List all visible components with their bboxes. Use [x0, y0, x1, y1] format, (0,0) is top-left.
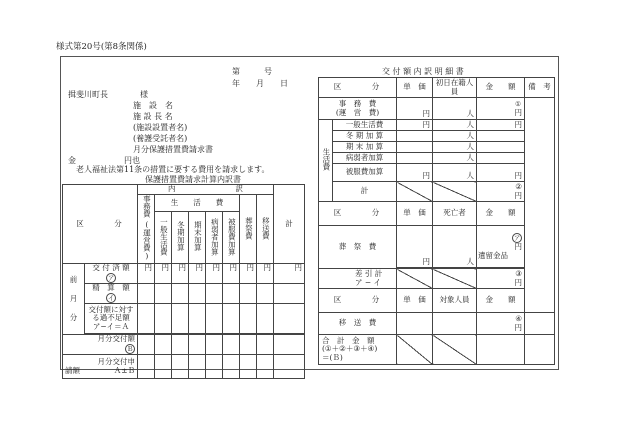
- cell-yen: 円: [240, 264, 257, 284]
- cell-yen: 円: [138, 264, 155, 284]
- subcol-winter: 冬期加算: [172, 212, 189, 264]
- r-remarks-header: 備 考: [525, 78, 555, 98]
- r-subtotal: 計: [333, 182, 397, 202]
- r-target-header: 対象人員: [433, 289, 477, 313]
- r-jimuhi: 事 務 費 (運 営 費): [319, 98, 397, 120]
- r-kubun2-header: 区 分: [319, 202, 397, 226]
- r-cell-mark-2: ② 円: [477, 182, 525, 202]
- sousaihi-header: 葬祭費: [240, 195, 257, 264]
- r-cell-mark-3: ③ 円: [477, 269, 525, 289]
- total-header: 計: [274, 185, 305, 264]
- r-item-clothing: 被服費加算: [333, 164, 397, 182]
- r-seikatsuhi-side: 生活費: [319, 120, 333, 202]
- seikatsuhi-header: 生 活 費: [155, 195, 240, 212]
- r-net-total: 差 引 計 ア − イ: [319, 269, 397, 289]
- cell-yen: 円: [155, 264, 172, 284]
- r-kubun-header: 区 分: [319, 78, 397, 98]
- subcol-general: 一般生活費: [155, 212, 172, 264]
- previous-month-side: 前 月 分: [63, 264, 85, 335]
- facility-head-label: 施 設 長 名: [133, 112, 173, 121]
- row-monthly-grant: 月分交付額 Ｂ: [63, 335, 138, 355]
- isouhi-header: 移送費: [257, 195, 274, 264]
- cell-yen: 円: [172, 264, 189, 284]
- r-unit-price-header: 単 価: [397, 78, 433, 98]
- cell-yen: 円: [223, 264, 240, 284]
- left-table-title: 保護措置費請求計算内訳書: [145, 175, 241, 184]
- row-paid: 交 付 済 額 ア: [85, 264, 138, 284]
- facility-name-label: 施 設 名: [133, 101, 173, 110]
- r-item-sick: 病弱者加算: [333, 153, 397, 164]
- right-table-title: 交 付 額 内 訳 明 細 書: [382, 67, 464, 76]
- r-item-winter: 冬 期 加 算: [333, 131, 397, 142]
- subcol-clothing: 被服費加算: [223, 212, 240, 264]
- kubun-header: 区 分: [63, 185, 138, 264]
- cell-yen: 円: [189, 264, 206, 284]
- subcol-term-end: 期末加算: [189, 212, 206, 264]
- form-code: 様式第20号(第8条関係): [56, 42, 147, 52]
- jimuhi-header: 事務費(運営費): [138, 195, 155, 264]
- r-headcount-header: 初日在籍人 員: [433, 78, 477, 98]
- r-grand-total: 合 計 金 額 (①＋②＋③＋④) ＝(Ｂ): [319, 335, 397, 365]
- cell-yen: 円: [206, 264, 223, 284]
- request-title: 月分保護措置費請求書: [133, 145, 213, 154]
- r-item-term-end: 期 末 加 算: [333, 142, 397, 153]
- row-monthly-request: 月分交付申 請額 Ａ±Ｂ: [63, 355, 138, 379]
- r-item-general: 一般生活費: [333, 120, 397, 131]
- r-cell-mark-4: ④ 円: [477, 313, 525, 335]
- r-transport: 移 送 費: [319, 313, 397, 335]
- row-difference: 交付額に対する過不足額 ア−イ＝Ａ: [85, 304, 138, 334]
- row-settled: 精 算 額 イ: [85, 284, 138, 304]
- r-funeral: 葬 祭 費: [319, 226, 397, 269]
- detail-table: 区 分 単 価 初日在籍人 員 金 額 備 考 事 務 費 (運 営 費) 円 人 ① 円 生活費 一般生活費 円 人 円 冬 期 加 算 人 期 末 加 算 人 病弱者加算 人 被服費加算 円 人 円 計 ② 円 区 分 単 価 死亡者 金 額 葬 祭 費 円 人 ア 円 遺留金品 差 引 計 ア − イ ③ 円 区 分 単 価 対象人員 金 額 移 送 費 ④ 円 合 計 金 額 (①＋②＋③＋④) ＝(Ｂ): [318, 77, 555, 365]
- addressee: 揖斐川町長 様: [68, 90, 148, 99]
- amount-label: 金 円也: [68, 156, 140, 165]
- subcol-sick: 病弱者加算: [206, 212, 223, 264]
- request-body-text: 老人福祉法第11条の措置に要する費用を請求します。: [76, 165, 270, 174]
- facility-owner-label: (施設設置者名): [133, 123, 188, 132]
- calculation-table: [62, 184, 305, 379]
- care-recipient-label: (養護受託者名): [133, 134, 188, 143]
- cell-yen: 円: [257, 264, 274, 284]
- r-cell-yen: 円: [397, 98, 433, 120]
- doc-number: 第 号: [232, 67, 272, 76]
- cell-yen: 円: [274, 264, 305, 284]
- r-amount-header: 金 額: [477, 78, 525, 98]
- r-deceased-header: 死亡者: [433, 202, 477, 226]
- doc-date: 年 月 日: [232, 79, 288, 88]
- r-funeral-amount: ア 円 遺留金品: [477, 226, 525, 268]
- r-cell-nin: 人: [433, 98, 477, 120]
- naiyaku-header: 内 訳: [138, 185, 274, 195]
- r-cell-mark-1: ① 円: [477, 98, 525, 120]
